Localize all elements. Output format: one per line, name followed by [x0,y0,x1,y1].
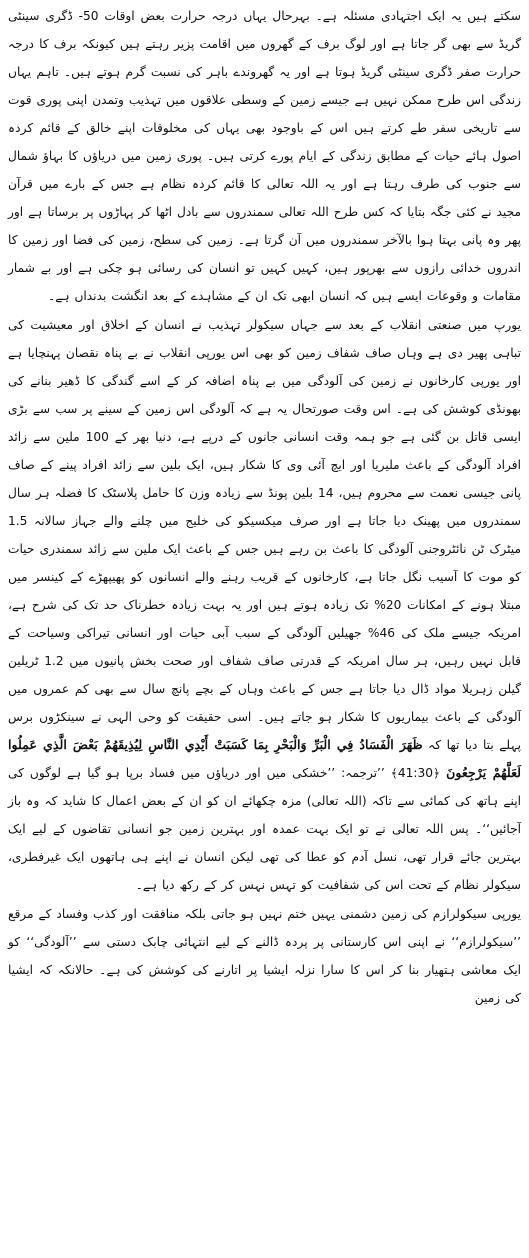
paragraph-2-text-part-2: ﴿41:30﴾ ’’ترجمہ: ’’خشکی میں اور دریاؤں میں فساد برپا ہو گیا ہے لوگوں کی اپنے ہاتھ کی کمائی سے تاکہ (اللہ تعالی) مزہ چکھائے ان کو ان کے بعض اعمال کا شاید کہ وہ باز آجائیں‘‘۔ پس اللہ تعالی نے تو ایک بہت عمدہ اور بہترین زمین جو انسانی تقاضوں کے لیے ایک بہترین جائے قرار تھی، نسل آدم کو عطا کی تھی لیکن انسان نے اپنے ہی ہاتھوں ایک غیرفطری، سیکولر نظام کے تحت اس کی شفافیت کو تہس نہس کر کے رکھ دیا ہے۔ [8,766,521,892]
paragraph-2 [8,311,521,899]
quran-verse: ظَهَرَ الْفَسَادُ فِي الْبَرِّ وَالْبَحْرِ بِمَا كَسَبَتْ أَيْدِي النَّاسِ لِيُذِيقَهُمْ بَعْضَ الَّذِي عَمِلُوا لَعَلَّهُمْ يَرْجِعُونَ [8,737,521,780]
paragraph-1-text: سکتے ہیں یہ ایک اجتہادی مسئلہ ہے۔ بہرحال یہاں درجہ حرارت بعض اوقات 50- ڈگری سینٹی گریڈ سے بھی گر جاتا ہے اور لوگ برف کے گھروں میں اقامت پزیر رہتے ہیں کیونکہ برف کا درجہ حرارت صفر ڈگری سینٹی گریڈ ہوتا ہے اور یہ گھروندے باہر کی نسبت گرم ہوتے ہیں۔ تاہم یہاں زندگی اس طرح ممکن نہیں ہے جیسے زمین کے وسطی علاقوں میں تہذیب وتمدن اپنی پوری قوت سے تاریخی سفر طے کرتے ہیں اس کے باوجود بھی یہاں کی مخلوقات اپنے خالق کے قائم کردہ اصول ہائے حیات کے مطابق زندگی کے ایام پورے کرتی ہیں۔ پوری زمین میں دریاؤں کا بہاؤ شمال سے جنوب کی طرف رہتا ہے اور یہ اللہ تعالی کا قائم کردہ نظام ہے جس کے بارے میں قرآن مجید نے کئی جگہ بتایا کہ کس طرح اللہ تعالی سمندروں سے بادل اٹھا کر پہاڑوں پر برساتا ہے اور پھر وہ پانی بہتا ہوا بالآخر سمندروں میں آن گرتا ہے۔ زمین کی سطح، زمین کی فضا اور زمین کا اندروں خدائی رازوں سے بھرپور ہیں، کہیں کہیں تو انسان کی رسائی ہو چکی ہے اور بے شمار مقامات و وقوعات ایسے ہیں کہ انسان ابھی تک ان کے مشاہدے کے بعد انگشت بدنداں ہے۔ [8,9,521,303]
paragraph-3-text: یورپی سیکولرازم کی زمین دشمنی یہیں ختم نہیں ہو جاتی بلکہ منافقت اور کذب وفساد کے مرقع ’’سیکولرازم‘‘ نے اپنی اس کارستانی پر پردہ ڈالنے کے لیے انتہائی چابک دستی سے ’’آلودگی‘‘ کو ایک معاشی ہتھیار بنا کر اس کا سارا نزلہ ایشیا پر اتارنے کی کوشش کی ہے۔ حالانکہ کہ ایشیا کی زمین [8,907,521,1005]
paragraph-3 [8,900,521,1012]
paragraph-1 [8,2,521,310]
paragraph-2-text-part-1: یورپ میں صنعتی انقلاب کے بعد سے جہاں سیکولر تہذیب نے انسان کے اخلاق اور معیشیت کی تباہی پھیر دی ہے وہاں صاف شفاف زمین کو بھی اس یورپی انقلاب نے بے پناہ نقصان پہنچایا ہے اور یورپی کارخانوں نے زمین کی آلودگی میں بے پناہ اضافہ کر کے اسے گندگی کا ڈھیر بنانے کی بھونڈی کوشش کی ہے۔ اس وقت صورتحال یہ ہے کہ آلودگی اس زمین کے سینے پر سب سے بڑی ایسی قاتل بن گئی ہے جو ہمہ وقت انسانی جانوں کے درپے ہے، دنیا بھر کے 100 ملین سے زائد افراد آلودگی کے باعث ملیریا اور ایچ آئی وی کا شکار ہیں، ایک بلین سے زائد افراد پینے کے صاف پانی جیسی نعمت سے محروم ہیں، 14 بلین پونڈ سے زیادہ وزن کا حامل پلاسٹک کا فضلہ ہر سال سمندروں میں پھینک دیا جاتا ہے اور صرف میکسیکو کی خلیج میں چلنے والے جہاز سالانہ 1.5 میٹرک ٹن نائٹروجنی آلودگی کا باعث بن رہے ہیں جس کے باعث ایک ملین سے زائد سمندری حیات کو موت کا آسیب نگل جاتا ہے، کارخانوں کے قریب رہنے والے انسانوں کو پھیپھڑے کے کینسر میں مبتلا ہونے کے امکانات 20% تک زیادہ ہوتے ہیں اور یہ بہت زیادہ خطرناک حد تک کی شرح ہے، امریکہ جیسے ملک کی 46% جھیلیں آلودگی کے سبب آبی حیات اور انسانی تیراکی وسیاحت کے قابل نہیں رہیں، ہر سال امریکہ کے قدرتی صاف شفاف اور صحت بخش پانیوں میں 1.2 ٹریلین گیلن زہریلا مواد ڈال دیا جاتا ہے جس کے باعث وہاں کے بچے پانچ سال سے بھی کم عمروں میں آلودگی کے باعث بیماریوں کا شکار ہو جاتے ہیں۔ اسی حقیقت کو وحی الہی نے سینکڑوں برس پہلے بتا دیا تھا کہ [8,318,522,752]
